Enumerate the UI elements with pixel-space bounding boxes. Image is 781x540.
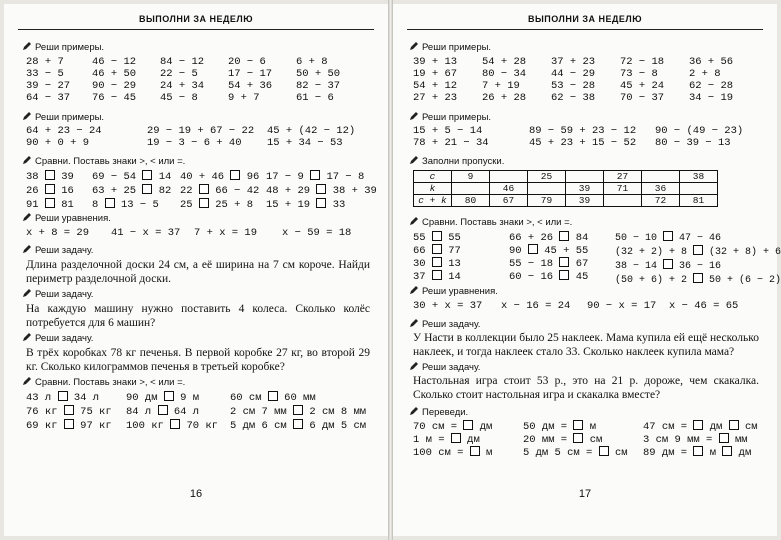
- table-cell[interactable]: [680, 183, 718, 195]
- pencil-icon: [409, 217, 419, 226]
- task-label: Сравни. Поставь знаки >, < или =.: [22, 156, 185, 167]
- task-label: Реши примеры.: [409, 112, 491, 123]
- compare-column: 50 − 10 47 − 46 (32 + 2) + 8 (32 + 8) + 6 38 − 14 36 − 16 (50 + 6) + 2 50 + (6 − 2): [615, 233, 781, 286]
- task-label: Реши задачу.: [22, 333, 93, 344]
- answer-box[interactable]: [451, 433, 461, 443]
- task-label: Сравни. Поставь знаки >, < или =.: [409, 217, 572, 228]
- answer-box[interactable]: [64, 419, 74, 429]
- page-number: 17: [578, 488, 592, 500]
- task-label: Переведи.: [409, 407, 468, 418]
- compare-column: 55 55 66 77 30 13 37 14: [413, 232, 461, 283]
- page-header: ВЫПОЛНИ ЗА НЕДЕЛЮ: [407, 14, 763, 30]
- task-label: Заполни пропуски.: [409, 156, 504, 167]
- pencil-icon: [409, 112, 419, 121]
- answer-box[interactable]: [105, 198, 115, 208]
- pencil-icon: [22, 377, 32, 386]
- pencil-icon: [409, 42, 419, 51]
- answer-box[interactable]: [316, 198, 326, 208]
- example-column: 36 + 56 2 + 8 62 − 28 34 − 19: [689, 56, 734, 104]
- answer-box[interactable]: [199, 184, 209, 194]
- answer-box[interactable]: [470, 446, 480, 456]
- equation: x − 46 = 65: [669, 300, 739, 312]
- answer-box[interactable]: [293, 419, 303, 429]
- compare-column: 66 + 26 84 90 45 + 55 55 − 18 67 60 − 16 45: [509, 232, 589, 283]
- answer-box[interactable]: [164, 391, 174, 401]
- answer-box[interactable]: [722, 446, 732, 456]
- example-column: 37 + 23 44 − 29 53 − 28 62 − 38: [551, 56, 596, 104]
- answer-box[interactable]: [45, 198, 55, 208]
- table-cell[interactable]: [642, 171, 680, 183]
- example-column: 29 − 19 + 67 − 22 19 − 3 − 6 + 40: [147, 125, 255, 149]
- compare-column: 90 дм 9 м 84 л 64 л 100 кг 70 кг: [126, 392, 218, 432]
- table-row: [414, 183, 718, 195]
- answer-box[interactable]: [693, 273, 703, 283]
- equation: x − 16 = 24: [501, 300, 571, 312]
- convert-column: 70 см = дм 1 м = дм 100 см = м: [413, 421, 493, 459]
- task-label: Реши уравнения.: [22, 213, 111, 224]
- page-header: ВЫПОЛНИ ЗА НЕДЕЛЮ: [18, 14, 374, 30]
- table-cell[interactable]: 81: [680, 195, 718, 207]
- table-cell[interactable]: 67: [490, 195, 528, 207]
- task-label: Сравни. Поставь знаки >, < или =.: [22, 377, 185, 388]
- answer-box[interactable]: [663, 259, 673, 269]
- pencil-icon: [409, 362, 419, 371]
- task-label: Реши примеры.: [409, 42, 491, 53]
- table-row: [414, 171, 718, 183]
- pencil-icon: [22, 333, 32, 342]
- table-row: [414, 195, 718, 207]
- compare-column: 69 − 54 14 63 + 25 82 8 13 − 5: [92, 171, 172, 211]
- problem-text: Длина разделочной доски 24 см, а её ширина на 7 см короче. Найди периметр разделочной доски.: [26, 259, 370, 285]
- table-cell[interactable]: [566, 171, 604, 183]
- table-cell[interactable]: [528, 183, 566, 195]
- table-cell[interactable]: [490, 171, 528, 183]
- answer-box[interactable]: [142, 170, 152, 180]
- answer-box[interactable]: [268, 391, 278, 401]
- page-left: [4, 4, 388, 536]
- answer-box[interactable]: [432, 257, 442, 267]
- answer-box[interactable]: [432, 244, 442, 254]
- example-column: 15 + 5 − 14 78 + 21 − 34: [413, 125, 489, 149]
- answer-box[interactable]: [45, 170, 55, 180]
- example-column: 89 − 59 + 23 − 12 45 + 23 + 15 − 52: [529, 125, 637, 149]
- convert-column: 50 дм = м 20 мм = см 5 дм 5 см = см: [523, 421, 628, 459]
- answer-box[interactable]: [599, 446, 609, 456]
- answer-box[interactable]: [432, 270, 442, 280]
- answer-box[interactable]: [316, 184, 326, 194]
- pencil-icon: [409, 319, 419, 328]
- table-cell[interactable]: 80: [452, 195, 490, 207]
- answer-box[interactable]: [573, 420, 583, 430]
- example-column: 64 + 23 − 24 90 + 0 + 9: [26, 125, 102, 149]
- example-column: 6 + 8 50 + 50 82 − 37 61 − 6: [296, 56, 341, 104]
- answer-box[interactable]: [64, 405, 74, 415]
- table-cell[interactable]: 79: [528, 195, 566, 207]
- equation: 41 − x = 37: [111, 227, 181, 239]
- compare-column: 40 + 46 96 22 66 − 42 25 25 + 8: [180, 171, 260, 211]
- answer-box[interactable]: [432, 231, 442, 241]
- task-label: Реши задачу.: [22, 245, 93, 256]
- example-column: 20 − 6 17 − 17 54 + 36 9 + 7: [228, 56, 273, 104]
- pencil-icon: [22, 289, 32, 298]
- equation: 7 + x = 19: [194, 227, 258, 239]
- table-cell[interactable]: 9: [452, 171, 490, 183]
- answer-box[interactable]: [528, 244, 538, 254]
- answer-box[interactable]: [310, 170, 320, 180]
- answer-box[interactable]: [230, 170, 240, 180]
- task-label: Реши примеры.: [22, 42, 104, 53]
- example-column: 39 + 13 19 + 67 54 + 12 27 + 23: [413, 56, 458, 104]
- equation: 90 − x = 17: [587, 300, 657, 312]
- table-cell[interactable]: 71: [604, 183, 642, 195]
- example-column: 90 − (49 − 23) 80 − 39 − 13: [655, 125, 744, 149]
- pencil-icon: [22, 213, 32, 222]
- task-label: Реши задачу.: [22, 289, 93, 300]
- problem-text: В трёх коробках 78 кг печенья. В первой коробке 27 кг, во второй 29 кг. Сколько килограммов печенья в третьей коробке?: [26, 347, 370, 373]
- answer-box[interactable]: [559, 231, 569, 241]
- table-cell[interactable]: 72: [642, 195, 680, 207]
- pencil-icon: [409, 407, 419, 416]
- task-label: Реши задачу.: [409, 319, 480, 330]
- compare-column: 60 см 60 мм 2 см 7 мм 2 см 8 мм 5 дм 6 см 6 дм 5 см: [230, 392, 367, 432]
- row-header: c + k: [414, 195, 452, 207]
- answer-box[interactable]: [45, 184, 55, 194]
- pencil-icon: [22, 156, 32, 165]
- answer-box[interactable]: [729, 420, 739, 430]
- answer-box[interactable]: [559, 270, 569, 280]
- example-column: 46 − 12 46 + 50 90 − 29 76 − 45: [92, 56, 137, 104]
- equation: 30 + x = 37: [413, 300, 483, 312]
- answer-box[interactable]: [463, 420, 473, 430]
- answer-box[interactable]: [719, 433, 729, 443]
- equation: x + 8 = 29: [26, 227, 90, 239]
- table-cell[interactable]: 27: [604, 171, 642, 183]
- row-header: k: [414, 183, 452, 195]
- problem-text: Настольная игра стоит 53 р., это на 21 р. дороже, чем скакалка. Сколько стоит настольная игра и скакалка вместе?: [413, 375, 759, 401]
- pencil-icon: [409, 156, 419, 165]
- answer-box[interactable]: [158, 405, 168, 415]
- table-cell[interactable]: [452, 183, 490, 195]
- example-column: 84 − 12 22 − 5 24 + 34 45 − 8: [160, 56, 205, 104]
- compare-column: 17 − 9 17 − 8 48 + 29 38 + 39 15 + 19 33: [266, 171, 377, 211]
- table-cell[interactable]: 39: [566, 183, 604, 195]
- example-column: 45 + (42 − 12) 15 + 34 − 53: [267, 125, 356, 149]
- compare-column: 38 39 26 16 91 81: [26, 171, 74, 211]
- example-column: 54 + 28 80 − 34 7 + 19 26 + 28: [482, 56, 527, 104]
- answer-box[interactable]: [693, 446, 703, 456]
- table-cell[interactable]: [604, 195, 642, 207]
- convert-column: 47 см = дм см 3 см 9 мм = мм 89 дм = м дм: [643, 421, 758, 459]
- table-cell[interactable]: 39: [566, 195, 604, 207]
- answer-box[interactable]: [58, 391, 68, 401]
- task-label: Реши уравнения.: [409, 286, 498, 297]
- answer-box[interactable]: [559, 257, 569, 267]
- answer-box[interactable]: [573, 433, 583, 443]
- answer-box[interactable]: [170, 419, 180, 429]
- answer-box[interactable]: [693, 245, 703, 255]
- page-number: 16: [189, 488, 203, 500]
- task-label: Реши задачу.: [409, 362, 480, 373]
- table-cell[interactable]: 46: [490, 183, 528, 195]
- equation: x − 59 = 18: [282, 227, 352, 239]
- table-cell[interactable]: 36: [642, 183, 680, 195]
- example-column: 28 + 7 33 − 5 39 − 27 64 − 37: [26, 56, 71, 104]
- pencil-icon: [409, 286, 419, 295]
- compare-column: 43 л 34 л 76 кг 75 кг 69 кг 97 кг: [26, 392, 112, 432]
- problem-text: На каждую машину нужно поставить 4 колеса. Сколько колёс потребуется для 6 машин?: [26, 303, 370, 329]
- answer-box[interactable]: [142, 184, 152, 194]
- page-right: [393, 4, 781, 536]
- answer-box[interactable]: [199, 198, 209, 208]
- row-header: c: [414, 171, 452, 183]
- example-column: 72 − 18 73 − 8 45 + 24 70 − 37: [620, 56, 665, 104]
- table-cell[interactable]: 25: [528, 171, 566, 183]
- pencil-icon: [22, 112, 32, 121]
- task-label: Реши примеры.: [22, 112, 104, 123]
- problem-text: У Насти в коллекции было 25 наклеек. Мама купила ей ещё несколько наклеек, и тогда наклеек стало 33. Сколько наклеек купила мама?: [413, 332, 759, 358]
- answer-box[interactable]: [693, 420, 703, 430]
- answer-box[interactable]: [663, 231, 673, 241]
- answer-box[interactable]: [293, 405, 303, 415]
- table-cell[interactable]: 38: [680, 171, 718, 183]
- fill-in-table: [413, 170, 718, 207]
- pencil-icon: [22, 42, 32, 51]
- pencil-icon: [22, 245, 32, 254]
